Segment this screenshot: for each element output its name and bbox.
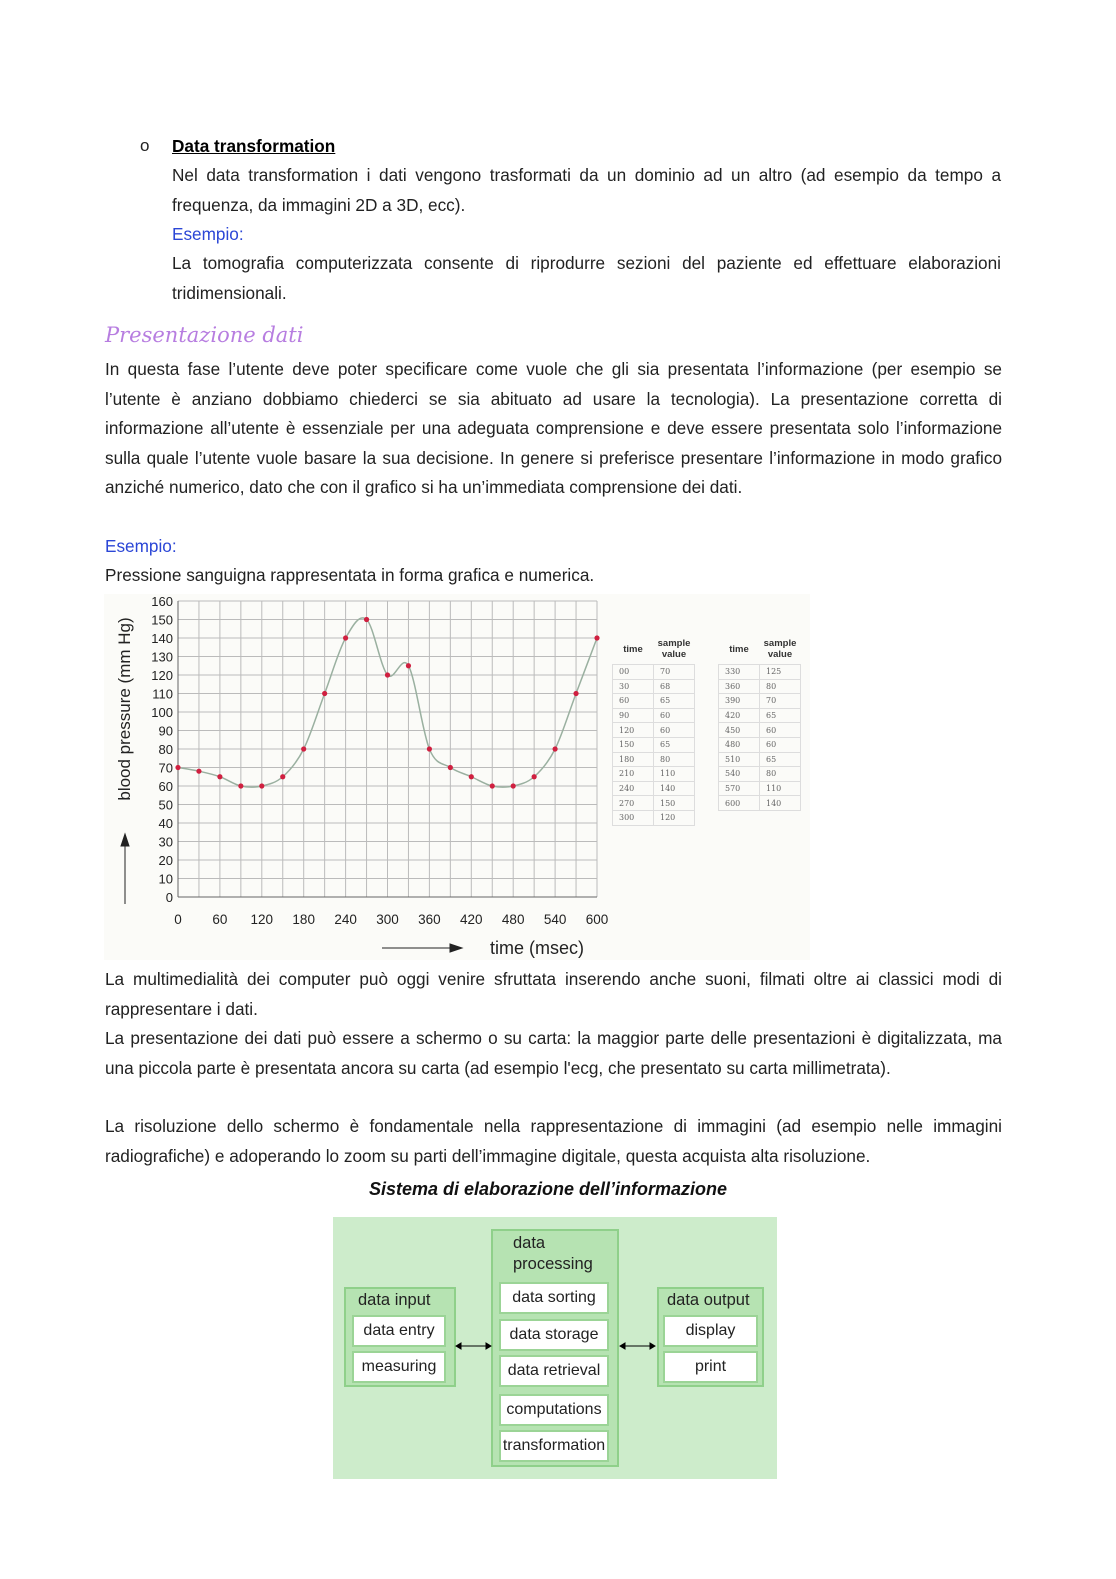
y-tick-label: 70 (158, 760, 173, 776)
data-point (280, 774, 285, 779)
sample-value-cell: 60 (760, 737, 801, 752)
sample-value-cell: 125 (760, 665, 801, 680)
time-cell: 60 (613, 694, 654, 709)
data-point (364, 617, 369, 622)
time-cell: 210 (613, 767, 654, 782)
data-point (553, 746, 558, 751)
paragraph: La presentazione dei dati può essere a schermo o su carta: la maggior parte delle presentazioni è digitalizzata, ma una piccola parte è presentata ancora su carta (ad esempio l'ecg, che presentato su carta millimetrata). (105, 1028, 1002, 1078)
data-point (238, 783, 243, 788)
table-row (613, 694, 695, 709)
bullet-marker: o (140, 136, 150, 155)
time-cell: 450 (719, 723, 760, 738)
table-row (613, 708, 695, 723)
sample-value-cell: 68 (654, 679, 695, 694)
y-tick-label: 130 (151, 649, 173, 665)
time-cell: 240 (613, 781, 654, 796)
data-point (406, 663, 411, 668)
time-cell: 180 (613, 752, 654, 767)
table-row (613, 796, 695, 811)
x-tick-label: 240 (334, 912, 357, 927)
data-point (448, 765, 453, 770)
table-row (719, 737, 801, 752)
x-axis-label: time (msec) (490, 938, 584, 958)
sample-value-cell: 65 (760, 752, 801, 767)
group-label: data output (667, 1291, 750, 1309)
data-point (490, 783, 495, 788)
group-label: data processing (513, 1234, 593, 1273)
paragraph: Pressione sanguigna rappresentata in forma grafica e numerica. (105, 565, 595, 585)
sample-value-cell: 140 (760, 796, 801, 811)
time-cell: 570 (719, 781, 760, 796)
time-cell: 300 (613, 810, 654, 825)
time-cell: 90 (613, 708, 654, 723)
col-header: sample value (657, 638, 691, 660)
double-arrow-icon (456, 1343, 491, 1349)
table-row (613, 752, 695, 767)
data-point (469, 774, 474, 779)
sample-value-cell: 65 (654, 737, 695, 752)
sample-value-cell: 65 (760, 708, 801, 723)
data-point (385, 672, 390, 677)
y-tick-label: 30 (158, 834, 173, 850)
data-point (573, 691, 578, 696)
table-row (613, 737, 695, 752)
table-row (719, 781, 801, 796)
x-tick-label: 0 (174, 912, 182, 927)
time-cell: 00 (613, 665, 654, 680)
sample-value-cell: 110 (654, 767, 695, 782)
data-point (511, 783, 516, 788)
table-row (719, 694, 801, 709)
sample-value-cell: 140 (654, 781, 695, 796)
paragraph: In questa fase l’utente deve poter specificare come vuole che gli sia presentata l’informazione (per esempio se l’utente è anziano dobbiamo chiederci se sia abituato ad usare la tecnologia). La presentazione corretta di informazione all’utente è essenziale per una adeguata comprensione e deve essere presentata solo l’informazione sulla quale l’utente vuole basare la sua decisione. In genere si preferisce presentare l’informazione in modo grafico anziché numerico, dato che con il grafico si ha un’immediata comprensione dei dati. (105, 359, 1002, 497)
paragraph: La risoluzione dello schermo è fondamentale nella rappresentazione di immagini (ad esempio nelle immagini radiografiche) e adoperando lo zoom su parti dell’immagine digitale, questa acquista alta risoluzione. (105, 1116, 1002, 1166)
table-row (613, 723, 695, 738)
y-tick-label: 80 (158, 742, 173, 757)
col-header: time (623, 643, 643, 655)
y-tick-label: 100 (151, 705, 173, 720)
time-cell: 270 (613, 796, 654, 811)
table-row (613, 810, 695, 825)
y-tick-label: 0 (165, 890, 173, 905)
information-system-diagram (333, 1217, 777, 1479)
table-row (719, 723, 801, 738)
sample-table-left (612, 634, 695, 826)
sample-value-cell: 60 (760, 723, 801, 738)
table-row (719, 767, 801, 782)
y-tick-label: 160 (151, 594, 173, 609)
diagram-arrows (333, 1217, 777, 1479)
time-cell: 360 (719, 679, 760, 694)
diagram-box: data sorting (499, 1282, 609, 1314)
sample-value-cell: 70 (654, 665, 695, 680)
y-tick-label: 20 (158, 853, 173, 868)
diagram-box: computations (499, 1394, 609, 1426)
sample-value-cell: 70 (760, 694, 801, 709)
y-axis-label: blood pressure (mm Hg) (115, 617, 134, 801)
blood-pressure-figure (104, 594, 810, 960)
sample-table-right (718, 634, 801, 811)
diagram-box: measuring (352, 1351, 446, 1383)
data-point (196, 769, 201, 774)
data-point (343, 635, 348, 640)
subsection-title: Data transformation (172, 136, 336, 156)
sample-value-cell: 80 (760, 767, 801, 782)
time-cell: 30 (613, 679, 654, 694)
col-header: sample value (763, 638, 797, 660)
example-label: Esempio: (172, 224, 244, 244)
y-tick-label: 10 (158, 871, 173, 887)
data-point (322, 691, 327, 696)
time-cell: 420 (719, 708, 760, 723)
section-heading: Presentazione dati (105, 323, 304, 347)
table-row (613, 665, 695, 680)
time-cell: 150 (613, 737, 654, 752)
col-header: time (729, 643, 749, 655)
x-tick-label: 360 (418, 912, 441, 927)
table-row (719, 665, 801, 680)
data-point (175, 765, 180, 770)
time-cell: 540 (719, 767, 760, 782)
y-tick-label: 40 (158, 816, 173, 831)
sample-value-cell: 65 (654, 694, 695, 709)
diagram-box: print (663, 1351, 758, 1383)
up-arrow-icon (121, 834, 129, 904)
y-tick-label: 150 (151, 612, 173, 628)
sample-value-cell: 150 (654, 796, 695, 811)
table-row (719, 752, 801, 767)
table-row (613, 781, 695, 796)
data-point (532, 774, 537, 779)
paragraph: Nel data transformation i dati vengono trasformati da un dominio ad un altro (ad esempio da tempo a frequenza, da immagini 2D a 3D, ecc). (172, 165, 1001, 215)
table-row (719, 679, 801, 694)
time-cell: 390 (719, 694, 760, 709)
sample-value-cell: 80 (760, 679, 801, 694)
x-tick-label: 600 (585, 912, 609, 927)
sample-value-cell: 60 (654, 708, 695, 723)
time-cell: 480 (719, 737, 760, 752)
paragraph: La multimedialità dei computer può oggi venire sfruttata inserendo anche suoni, filmati oltre ai classici modi di rappresentare i dati. (105, 969, 1002, 1019)
y-tick-label: 60 (158, 779, 173, 794)
y-tick-label: 90 (158, 723, 173, 739)
x-tick-label: 540 (543, 912, 567, 927)
data-point (217, 774, 222, 779)
time-cell: 120 (613, 723, 654, 738)
data-point (594, 635, 599, 640)
sample-value-cell: 80 (654, 752, 695, 767)
table-row (719, 796, 801, 811)
blood-pressure-chart (104, 594, 614, 960)
time-cell: 600 (719, 796, 760, 811)
table-row (613, 679, 695, 694)
group-label: data input (358, 1291, 431, 1309)
x-tick-label: 480 (501, 912, 525, 927)
data-point (301, 746, 306, 751)
time-cell: 510 (719, 752, 760, 767)
double-arrow-icon (620, 1343, 655, 1349)
sample-value-cell: 120 (654, 810, 695, 825)
data-point (427, 746, 432, 751)
sample-value-cell: 60 (654, 723, 695, 738)
diagram-box: data retrieval (499, 1355, 609, 1387)
table-row (613, 767, 695, 782)
diagram-box: data entry (352, 1315, 446, 1347)
y-tick-label: 50 (158, 797, 173, 813)
table-row (719, 708, 801, 723)
y-tick-label: 110 (152, 686, 173, 702)
example-label: Esempio: (105, 536, 177, 556)
time-cell: 330 (719, 665, 760, 680)
x-tick-label: 60 (212, 912, 228, 927)
diagram-box: transformation (499, 1430, 609, 1462)
right-arrow-icon (382, 944, 462, 952)
x-tick-label: 300 (376, 912, 399, 927)
sample-value-cell: 110 (760, 781, 801, 796)
y-tick-label: 120 (151, 668, 173, 683)
x-tick-label: 180 (292, 912, 315, 927)
diagram-box: display (663, 1315, 758, 1347)
paragraph: La tomografia computerizzata consente di riprodurre sezioni del paziente ed effettuare elaborazioni tridimensionali. (172, 253, 1001, 303)
x-tick-label: 420 (460, 912, 483, 927)
x-tick-label: 120 (250, 912, 274, 927)
diagram-title: Sistema di elaborazione dell’informazione (368, 1179, 728, 1199)
y-tick-label: 140 (151, 631, 173, 646)
diagram-box: data storage (499, 1319, 609, 1351)
data-point (259, 783, 264, 788)
